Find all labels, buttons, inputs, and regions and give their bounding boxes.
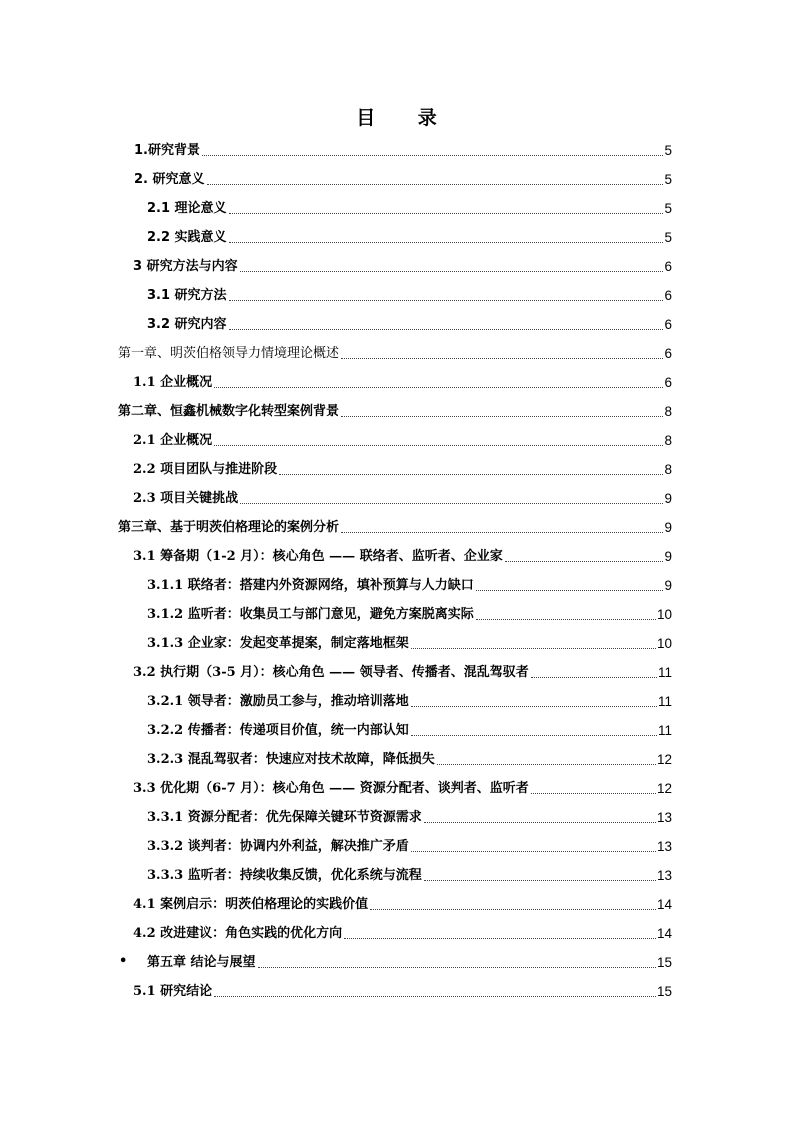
- toc-entry[interactable]: [133, 457, 672, 479]
- toc-entry-label: 4.1 案例启示：明茨伯格理论的实践价值: [133, 897, 369, 912]
- toc-entry-page: 13: [656, 810, 672, 825]
- toc-entry[interactable]: [134, 138, 672, 160]
- toc-entry[interactable]: [147, 283, 672, 305]
- toc-entry-page: 5: [664, 143, 672, 158]
- toc-entry-page: 6: [664, 317, 672, 332]
- toc-entry[interactable]: [147, 312, 672, 334]
- dot-leader: [437, 763, 656, 765]
- toc-entry-label: 5.1 研究结论: [133, 984, 213, 999]
- toc-entry[interactable]: [118, 515, 672, 537]
- toc-entry[interactable]: [147, 225, 672, 247]
- toc-entry-label: 第二章、恒鑫机械数字化转型案例背景: [118, 404, 340, 419]
- toc-entry[interactable]: [147, 602, 672, 624]
- toc-entry-page: 12: [656, 752, 672, 767]
- toc-entry[interactable]: [147, 747, 672, 769]
- dot-leader: [240, 502, 663, 504]
- toc-entry[interactable]: [133, 892, 672, 914]
- dot-leader: [424, 821, 656, 823]
- toc-entry-page: 6: [664, 346, 672, 361]
- toc-entry-label: 3.1.2 监听者：收集员工与部门意见，避免方案脱离实际: [147, 607, 474, 622]
- toc-entry[interactable]: [147, 834, 672, 856]
- toc-entry-label: 3.2.2 传播者：传递项目价值，统一内部认知: [147, 723, 409, 738]
- toc-entry-page: 5: [664, 172, 672, 187]
- dot-leader: [214, 386, 663, 388]
- toc-entry-page: 13: [656, 839, 672, 854]
- toc-entry-page: 15: [656, 955, 672, 970]
- toc-entry[interactable]: [133, 486, 672, 508]
- toc-entry-page: 11: [657, 694, 672, 709]
- toc-entry-page: 6: [664, 375, 672, 390]
- toc-entry-label: 2.3 项目关键挑战: [133, 491, 239, 506]
- dot-leader: [229, 328, 664, 330]
- toc-entry[interactable]: [133, 428, 672, 450]
- dot-leader: [279, 473, 663, 475]
- toc-entry-label: 1.研究背景: [134, 143, 200, 158]
- toc-entry-label: 2.2 实践意义: [147, 230, 227, 245]
- toc-entry[interactable]: [147, 718, 672, 740]
- toc-entry[interactable]: [134, 167, 672, 189]
- toc-title: 目 录: [356, 107, 455, 129]
- dot-leader: [214, 995, 656, 997]
- dot-leader: [341, 415, 663, 417]
- toc-entry-page: 11: [657, 723, 672, 738]
- dot-leader: [240, 270, 664, 272]
- toc-entry[interactable]: [147, 573, 672, 595]
- toc-entry-page: 5: [664, 201, 672, 216]
- dot-leader: [411, 734, 657, 736]
- bullet-icon: •: [119, 954, 128, 969]
- toc-entry-label: 3.1 研究方法: [147, 288, 227, 303]
- toc-entry-page: 9: [664, 549, 672, 564]
- toc-entry[interactable]: [133, 979, 672, 1001]
- dot-leader: [411, 850, 656, 852]
- toc-entry-label: 3.1.3 企业家：发起变革提案，制定落地框架: [147, 636, 409, 651]
- toc-entry-label: 3.3.1 资源分配者：优先保障关键环节资源需求: [147, 810, 422, 825]
- toc-entry-label: 3.2 执行期（3-5 月）：核心角色 —— 领导者、传播者、混乱驾驭者: [133, 665, 529, 680]
- toc-entry[interactable]: [147, 805, 672, 827]
- toc-entry-label: 3.3.3 监听者：持续收集反馈，优化系统与流程: [147, 868, 422, 883]
- toc-entry-page: 6: [664, 288, 672, 303]
- dot-leader: [229, 241, 664, 243]
- dot-leader: [531, 676, 657, 678]
- toc-entry[interactable]: [118, 399, 672, 421]
- toc-entry-page: 15: [656, 984, 672, 999]
- toc-entry-label: 3.3 优化期（6-7 月）：核心角色 —— 资源分配者、谈判者、监听者: [133, 781, 529, 796]
- toc-entry-label: 3.1.1 联络者：搭建内外资源网络，填补预算与人力缺口: [147, 578, 474, 593]
- dot-leader: [258, 966, 656, 968]
- dot-leader: [424, 879, 656, 881]
- toc-entry-label: 2.1 企业概况: [133, 433, 213, 448]
- dot-leader: [531, 792, 656, 794]
- toc-entry[interactable]: [147, 863, 672, 885]
- toc-entry[interactable]: [147, 631, 672, 653]
- toc-entry[interactable]: [133, 370, 672, 392]
- toc-entry-label: 3 研究方法与内容: [133, 259, 238, 274]
- toc-entry[interactable]: [133, 254, 672, 276]
- toc-entry-page: 10: [656, 607, 672, 622]
- dot-leader: [207, 183, 664, 185]
- toc-entry[interactable]: [147, 689, 672, 711]
- toc-entry-page: 5: [664, 230, 672, 245]
- toc-entry[interactable]: [118, 341, 672, 363]
- toc-entry-label: 2. 研究意义: [134, 172, 205, 187]
- toc-entry-label: 3.2 研究内容: [147, 317, 227, 332]
- toc-entry-label: 第五章 结论与展望: [147, 955, 256, 970]
- toc-entry-page: 13: [656, 868, 672, 883]
- toc-entry-page: 6: [664, 259, 672, 274]
- toc-entry-page: 8: [664, 462, 672, 477]
- toc-entry-label: 2.2 项目团队与推进阶段: [133, 462, 278, 477]
- dot-leader: [370, 908, 656, 910]
- dot-leader: [476, 589, 664, 591]
- toc-entry-label: 第三章、基于明茨伯格理论的案例分析: [118, 520, 340, 535]
- dot-leader: [229, 212, 664, 214]
- toc-entry[interactable]: [133, 660, 672, 682]
- dot-leader: [411, 647, 656, 649]
- toc-entry[interactable]: [133, 921, 672, 943]
- toc-entry-page: 12: [656, 781, 672, 796]
- dot-leader: [505, 560, 664, 562]
- toc-entry[interactable]: [147, 950, 672, 972]
- dot-leader: [214, 444, 663, 446]
- toc-entry-label: 4.2 改进建议：角色实践的优化方向: [133, 926, 343, 941]
- toc-entry-page: 11: [657, 665, 672, 680]
- dot-leader: [411, 705, 657, 707]
- toc-entry-page: 14: [656, 897, 672, 912]
- toc-entry-label: 3.1 筹备期（1-2 月）：核心角色 —— 联络者、监听者、企业家: [133, 549, 503, 564]
- toc-entry-label: 3.2.3 混乱驾驭者：快速应对技术故障，降低损失: [147, 752, 435, 767]
- toc-entry-label: 3.3.2 谈判者：协调内外利益，解决推广矛盾: [147, 839, 409, 854]
- toc-entry[interactable]: [147, 196, 672, 218]
- toc-entry-page: 8: [664, 404, 672, 419]
- dot-leader: [476, 618, 656, 620]
- toc-entry-page: 9: [664, 491, 672, 506]
- toc-entry-page: 9: [664, 578, 672, 593]
- toc-entry[interactable]: [133, 544, 672, 566]
- toc-entry-page: 14: [656, 926, 672, 941]
- toc-entry-label: 第一章、明茨伯格领导力情境理论概述: [118, 346, 340, 361]
- toc-entry-label: 3.2.1 领导者：激励员工参与，推动培训落地: [147, 694, 409, 709]
- dot-leader: [229, 299, 664, 301]
- dot-leader: [344, 937, 656, 939]
- toc-entry-page: 10: [656, 636, 672, 651]
- dot-leader: [341, 531, 663, 533]
- toc-entry-page: 8: [664, 433, 672, 448]
- toc-entry[interactable]: [133, 776, 672, 798]
- dot-leader: [202, 154, 664, 156]
- toc-entry-label: 1.1 企业概况: [133, 375, 213, 390]
- toc-entry-label: 2.1 理论意义: [147, 201, 227, 216]
- dot-leader: [341, 357, 663, 359]
- toc-entry-page: 9: [664, 520, 672, 535]
